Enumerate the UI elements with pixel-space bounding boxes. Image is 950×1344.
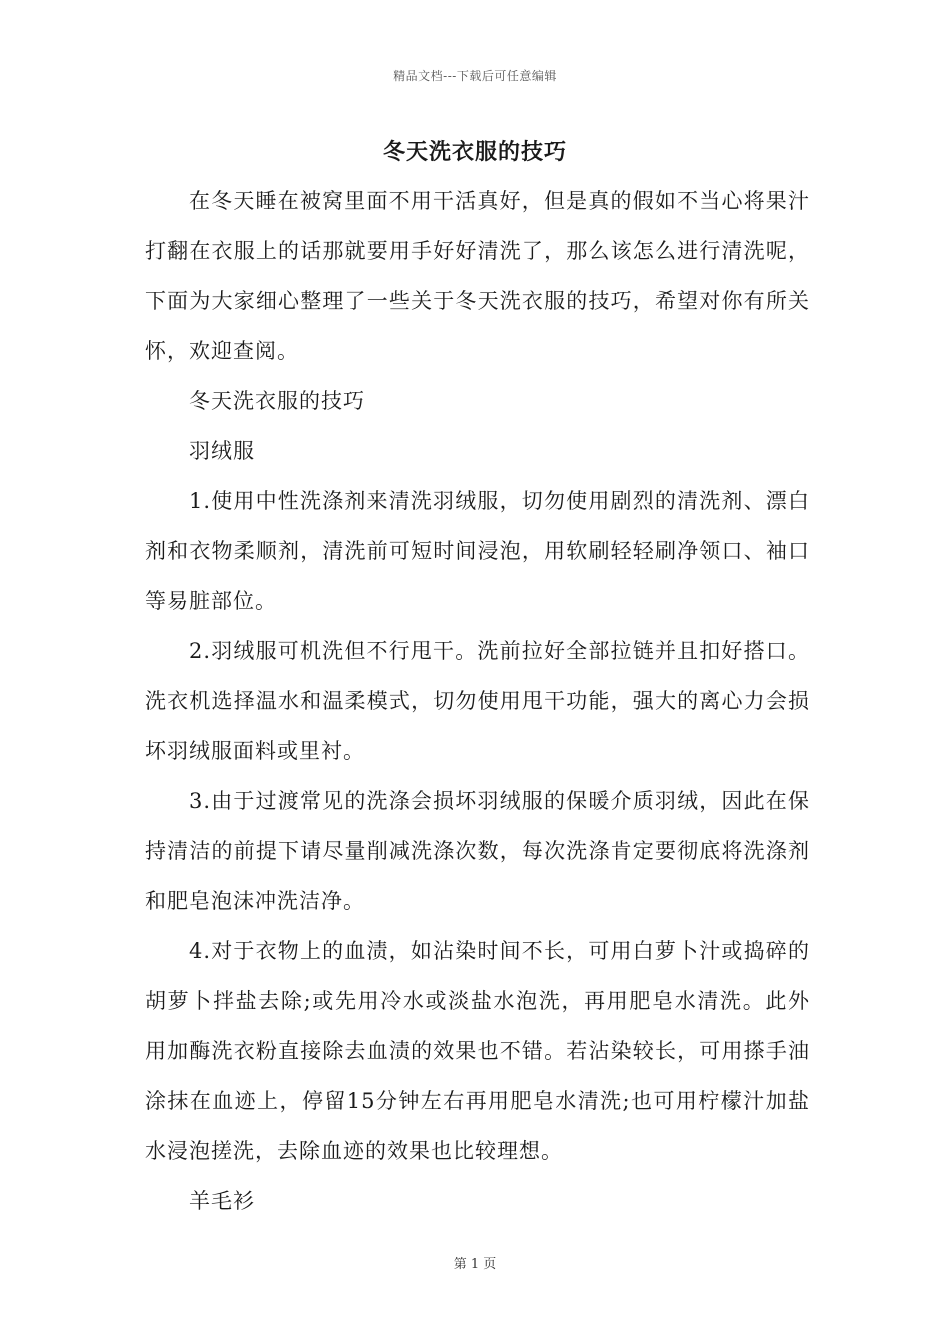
paragraph-tip-3: 3.由于过渡常见的洗涤会损坏羽绒服的保暖介质羽绒，因此在保持清洁的前提下请尽量削减洗涤次数，每次洗涤肯定要彻底将洗涤剂和肥皂泡沫冲洗洁净。 bbox=[145, 789, 810, 913]
page-number: 第 1 页 bbox=[453, 1257, 497, 1272]
paragraph-tip-4: 4.对于衣物上的血渍，如沾染时间不长，可用白萝卜汁或捣碎的胡萝卜拌盐去除;或先用冷水或淡盐水泡洗，再用肥皂水清洗。此外用加酶洗衣粉直接除去血渍的效果也不错。若沾染较长，可用搽手油涂抹在血迹上，停留15分钟左右再用肥皂水清洗;也可用柠檬汁加盐水浸泡搓洗，去除血迹的效果也比较理想。 bbox=[145, 939, 810, 1163]
paragraph-tip-1: 1.使用中性洗涤剂来清洗羽绒服，切勿使用剧烈的清洗剂、漂白剂和衣物柔顺剂，清洗前可短时间浸泡，用软刷轻轻刷净领口、袖口等易脏部位。 bbox=[145, 489, 810, 613]
paragraph-tip-2: 2.羽绒服可机洗但不行甩干。洗前拉好全部拉链并且扣好搭口。洗衣机选择温水和温柔模式，切勿使用甩干功能，强大的离心力会损坏羽绒服面料或里衬。 bbox=[145, 639, 810, 763]
header-note: 精品文档---下载后可任意编辑 bbox=[393, 69, 557, 83]
paragraph-subheading-down-jacket: 羽绒服 bbox=[189, 439, 255, 463]
paragraph-subheading-sweater: 羊毛衫 bbox=[189, 1189, 255, 1213]
paragraph-section-heading: 冬天洗衣服的技巧 bbox=[189, 389, 365, 413]
document-body bbox=[145, 176, 810, 1226]
document-title: 冬天洗衣服的技巧 bbox=[382, 139, 567, 165]
paragraph-intro: 在冬天睡在被窝里面不用干活真好，但是真的假如不当心将果汁打翻在衣服上的话那就要用手好好清洗了，那么该怎么进行清洗呢，下面为大家细心整理了一些关于冬天洗衣服的技巧，希望对你有所关怀，欢迎查阅。 bbox=[145, 189, 810, 363]
